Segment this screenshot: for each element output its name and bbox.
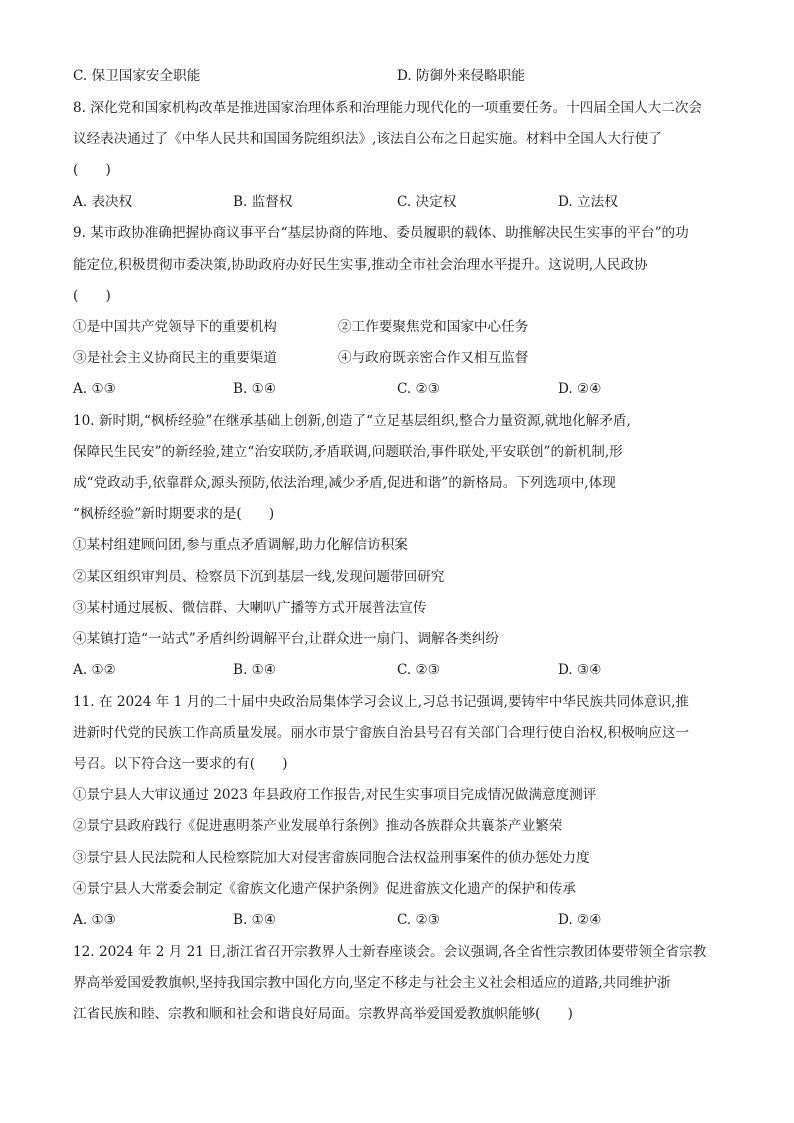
q9-option-d[interactable]: D. ②④	[558, 381, 602, 397]
q8-option-b[interactable]: B. 监督权	[233, 194, 293, 210]
q11-statement-1: ①景宁县人大审议通过 2023 年县政府工作报告,对民生实事项目完成情况做满意度测评	[73, 787, 597, 803]
q9-option-a[interactable]: A. ①③	[73, 381, 116, 397]
q8-option-a[interactable]: A. 表决权	[73, 194, 133, 210]
q9-statement-2: ②工作要聚焦党和国家中心任务	[338, 319, 529, 335]
q10-option-a[interactable]: A. ①②	[73, 662, 116, 678]
q8-answer-blank: ( )	[73, 162, 111, 178]
q11-option-c[interactable]: C. ②③	[397, 912, 440, 928]
q9-stem-line-1: 9. 某市政协准确把握协商议事平台“基层协商的阵地、委员履职的载体、助推解决民生实事的平台”的功	[73, 225, 689, 241]
q9-answer-blank: ( )	[73, 288, 111, 304]
q11-statement-2: ②景宁县政府践行《促进惠明茶产业发展单行条例》推动各族群众共襄茶产业繁荣	[73, 818, 563, 834]
q10-option-d[interactable]: D. ③④	[558, 662, 602, 678]
q11-option-a[interactable]: A. ①③	[73, 912, 116, 928]
q8-stem-line-1: 8. 深化党和国家机构改革是推进国家治理体系和治理能力现代化的一项重要任务。十四届全国人大二次会	[73, 100, 703, 116]
q12-stem-line-1: 12. 2024 年 2 月 21 日,浙江省召开宗教界人士新春座谈会。会议强调,各全省性宗教团体要带领全省宗教	[73, 944, 707, 960]
q10-stem-line-3: 成“党政动手,依靠群众,源头预防,依法治理,减少矛盾,促进和谐”的新格局。下列选项中,体现	[73, 475, 616, 491]
q10-statement-4: ④某镇打造“一站式”矛盾纠纷调解平台,让群众进一扇门、调解各类纠纷	[73, 631, 500, 647]
q11-statement-4: ④景宁县人大常委会制定《畲族文化遗产保护条例》促进畲族文化遗产的保护和传承	[73, 881, 576, 897]
q11-stem-line-1: 11. 在 2024 年 1 月的二十届中央政治局集体学习会议上,习总书记强调,要铸牢中华民族共同体意识,推	[73, 694, 689, 710]
q7-option-c[interactable]: C. 保卫国家安全职能	[73, 68, 201, 84]
q10-stem-line-1: 10. 新时期,“枫桥经验”在继承基础上创新,创造了“立足基层组织,整合力量资源,就地化解矛盾,	[73, 413, 631, 429]
q12-stem-line-3: 江省民族和睦、宗教和顺和社会和谐良好局面。宗教界高举爱国爱教旗帜能够( )	[73, 1006, 573, 1022]
q10-option-b[interactable]: B. ①④	[233, 662, 277, 678]
q10-statement-2: ②某区组织审判员、检察员下沉到基层一线,发现问题带回研究	[73, 569, 445, 585]
q9-statement-4: ④与政府既亲密合作又相互监督	[338, 350, 529, 366]
q11-option-d[interactable]: D. ②④	[558, 912, 602, 928]
q8-option-c[interactable]: C. 决定权	[397, 194, 457, 210]
q11-stem-line-3: 号召。以下符合这一要求的有( )	[73, 756, 288, 772]
q9-option-b[interactable]: B. ①④	[233, 381, 277, 397]
q10-statement-1: ①某村组建顾问团,参与重点矛盾调解,助力化解信访积案	[73, 537, 408, 553]
q7-option-d[interactable]: D. 防御外来侵略职能	[397, 68, 525, 84]
q10-stem-line-4: “枫桥经验”新时期要求的是( )	[73, 506, 275, 522]
q9-statement-3: ③是社会主义协商民主的重要渠道	[73, 350, 277, 366]
q11-stem-line-2: 进新时代党的民族工作高质量发展。丽水市景宁畲族自治县号召有关部门合理行使自治权,积极响应这一	[73, 725, 690, 741]
q11-option-b[interactable]: B. ①④	[233, 912, 277, 928]
q10-option-c[interactable]: C. ②③	[397, 662, 440, 678]
q12-stem-line-2: 界高举爱国爱教旗帜,坚持我国宗教中国化方向,坚定不移走与社会主义社会相适应的道路,共同维护浙	[73, 975, 671, 991]
q9-option-c[interactable]: C. ②③	[397, 381, 440, 397]
q10-statement-3: ③某村通过展板、微信群、大喇叭广播等方式开展普法宣传	[73, 600, 427, 616]
q9-statement-1: ①是中国共产党领导下的重要机构	[73, 319, 277, 335]
q8-stem-line-2: 议经表决通过了《中华人民共和国国务院组织法》,该法自公布之日起实施。材料中全国人大行使了	[73, 131, 662, 147]
q9-stem-line-2: 能定位,积极贯彻市委决策,协助政府办好民生实事,推动全市社会治理水平提升。这说明,人民政协	[73, 257, 648, 273]
q10-stem-line-2: 保障民生民安”的新经验,建立“治安联防,矛盾联调,问题联治,事件联处,平安联创”的新机制,形	[73, 444, 623, 460]
q11-statement-3: ③景宁县人民法院和人民检察院加大对侵害畲族同胞合法权益刑事案件的侦办惩处力度	[73, 850, 590, 866]
q8-option-d[interactable]: D. 立法权	[558, 194, 618, 210]
